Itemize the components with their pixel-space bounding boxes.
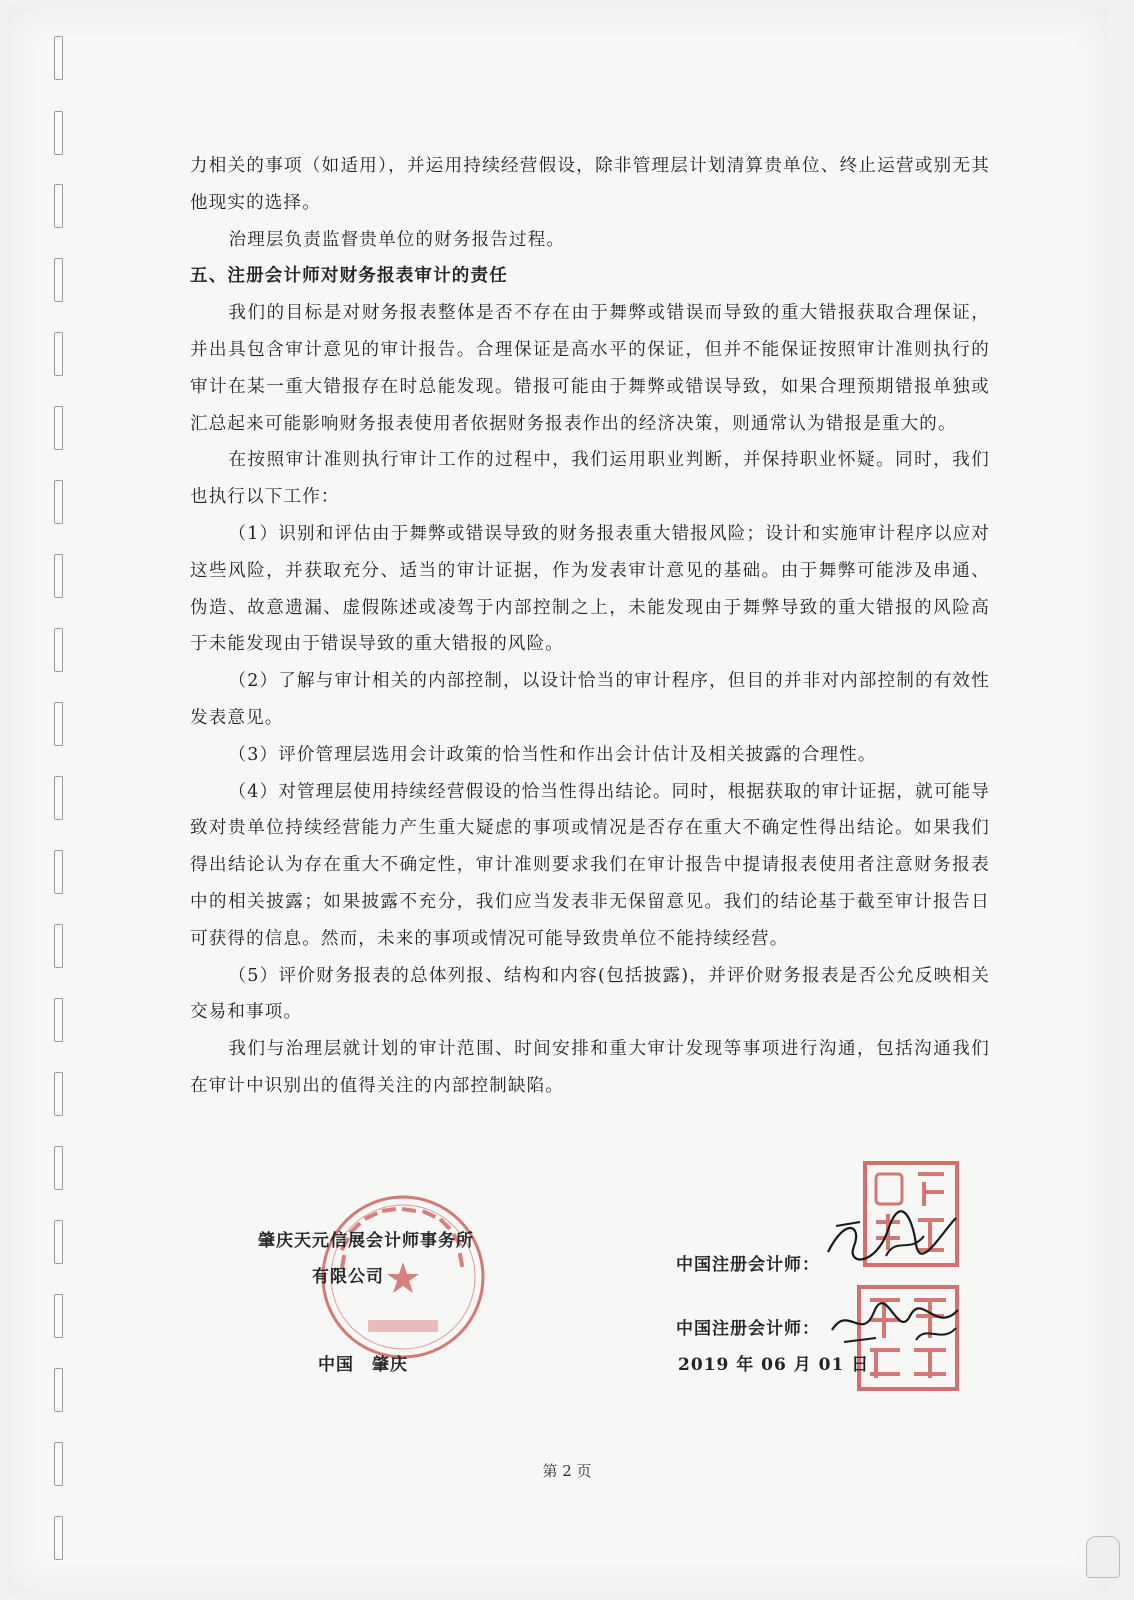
binding-hole <box>54 998 63 1042</box>
report-date: 2019 年 06 月 01 日 <box>678 1355 870 1375</box>
binding-hole <box>54 184 63 228</box>
binding-hole <box>54 1294 63 1338</box>
section-heading: 五、注册会计师对财务报表审计的责任 <box>190 266 508 287</box>
list-item-3: （3）评价管理层选用会计政策的恰当性和作出会计估计及相关披露的合理性。 <box>228 744 877 765</box>
binding-hole <box>54 111 63 155</box>
binding-hole <box>54 1516 63 1560</box>
paragraph-procedures-intro: 在按照审计准则执行审计工作的过程中，我们运用职业判断，并保持职业怀疑。同时，我们也执行以下工作： <box>190 450 990 508</box>
report-body <box>190 148 990 1105</box>
binding-hole <box>54 36 63 80</box>
list-item-1: （1）识别和评估由于舞弊或错误导致的财务报表重大错报风险；设计和实施审计程序以应对这些风险，并获取充分、适当的审计证据，作为发表审计意见的基础。由于舞弊可能涉及串通、伪造、故意遗漏、虚假陈述或凌驾于内部控制之上，未能发现由于舞弊导致的重大错报的风险高于未能发现由于错误导致的重大错报的风险。 <box>190 523 990 655</box>
page-number: 第 2 页 <box>542 1462 592 1480</box>
paragraph-communication: 我们与治理层就计划的审计范围、时间安排和重大审计发现等事项进行沟通，包括沟通我们在审计中识别出的值得关注的内部控制缺陷。 <box>190 1039 990 1096</box>
binding-hole <box>54 924 63 968</box>
binding-hole <box>54 1146 63 1190</box>
cpa-label-1: 中国注册会计师： <box>676 1255 820 1275</box>
binding-hole <box>54 554 63 598</box>
firm-name-suffix: 有限公司 <box>312 1267 384 1287</box>
binding-hole <box>54 628 63 672</box>
cpa-signature-1 <box>816 1196 966 1276</box>
list-item-2: （2）了解与审计相关的内部控制，以设计恰当的审计程序，但目的并非对内部控制的有效性发表意见。 <box>190 671 990 728</box>
list-item-5: （5）评价财务报表的总体列报、结构和内容(包括披露)，并评价财务报表是否公允反映相关交易和事项。 <box>190 965 990 1023</box>
binding-hole <box>54 1368 63 1412</box>
firm-name: 肇庆天元信展会计师事务所 <box>258 1231 474 1251</box>
cpa-label-2: 中国注册会计师： <box>676 1319 820 1339</box>
list-item-4: （4）对管理层使用持续经营假设的恰当性得出结论。同时，根据获取的审计证据，就可能导致对贵单位持续经营能力产生重大疑虑的事项或情况是否存在重大不确定性得出结论。如果我们得出结论认为存在重大不确定性，审计准则要求我们在审计报告中提请报表使用者注意财务报表中的相关披露；如果披露不充分，我们应当发表非无保留意见。我们的结论基于截至审计报告日可获得的信息。然而，未来的事项或情况可能导致贵单位不能持续经营。 <box>190 781 990 949</box>
firm-location: 中国 肇庆 <box>318 1355 408 1375</box>
binding-hole <box>54 1072 63 1116</box>
paragraph-governance: 治理层负责监督贵单位的财务报告过程。 <box>228 229 566 250</box>
paragraph-continued: 力相关的事项（如适用），并运用持续经营假设，除非管理层计划清算贵单位、终止运营或别无其他现实的选择。 <box>190 156 990 213</box>
binding-hole <box>54 850 63 894</box>
binding-hole <box>54 406 63 450</box>
binding-hole <box>54 702 63 746</box>
binding-hole <box>54 332 63 376</box>
watermark-logo-icon <box>1086 1536 1120 1578</box>
binding-hole <box>54 480 63 524</box>
binding-hole <box>54 1220 63 1264</box>
paragraph-objective: 我们的目标是对财务报表整体是否不存在由于舞弊或错误而导致的重大错报获取合理保证，并出具包含审计意见的审计报告。合理保证是高水平的保证，但并不能保证按照审计准则执行的审计在某一重大错报存在时总能发现。错报可能由于舞弊或错误导致，如果合理预期错报单独或汇总起来可能影响财务报表使用者依据财务报表作出的经济决策，则通常认为错报是重大的。 <box>190 303 990 434</box>
binding-hole <box>54 776 63 820</box>
binding-hole <box>54 258 63 302</box>
